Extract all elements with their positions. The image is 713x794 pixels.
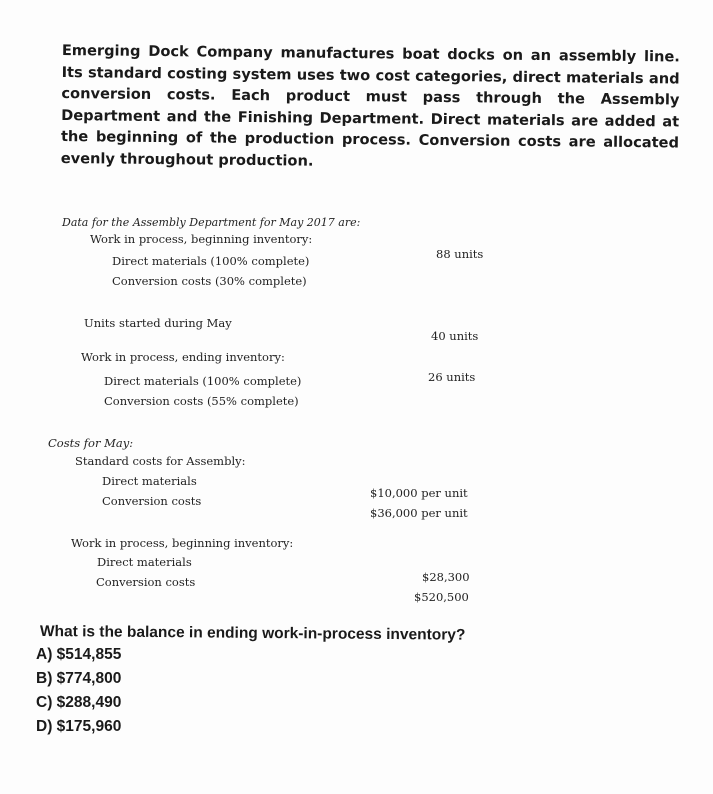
units-started-label: Units started during May	[84, 316, 232, 330]
cost-wip-cc-value: $520,500	[414, 590, 469, 604]
option-d[interactable]: D) $175,960	[36, 718, 122, 735]
cost-wip-dm-value: $28,300	[422, 570, 470, 584]
standard-costs-label: Standard costs for Assembly:	[75, 454, 246, 468]
wip-end-units: 26 units	[428, 370, 476, 384]
wip-end-dm: Direct materials (100% complete)	[104, 374, 302, 388]
units-started-value: 40 units	[431, 329, 479, 343]
wip-end-label: Work in process, ending inventory:	[81, 350, 285, 364]
option-c[interactable]: C) $288,490	[36, 694, 122, 711]
question-text: What is the balance in ending work-in-process inventory?	[39, 623, 466, 644]
wip-begin-label: Work in process, beginning inventory:	[90, 232, 313, 246]
assembly-data-heading: Data for the Assembly Department for May 2017 are:	[62, 216, 361, 229]
std-dm-label: Direct materials	[102, 474, 197, 488]
wip-begin-cc: Conversion costs (30% complete)	[112, 274, 307, 288]
cost-wip-cc-label: Conversion costs	[96, 575, 196, 589]
std-cc-label: Conversion costs	[102, 494, 202, 508]
option-b[interactable]: B) $774,800	[36, 670, 122, 687]
std-cc-value: $36,000 per unit	[370, 506, 468, 520]
wip-begin-units: 88 units	[436, 247, 484, 261]
problem-intro: Emerging Dock Company manufactures boat docks on an assembly line. Its standard costing system uses two cost categories, direct materials and conversion costs. Each product must pass through the Assembly Department and the Finishing Department. Direct materials are added at the beginning of the production process. Conversion costs are allocated evenly throughout production.	[60, 41, 680, 170]
std-dm-value: $10,000 per unit	[370, 486, 468, 500]
option-a[interactable]: A) $514,855	[36, 646, 122, 663]
wip-end-cc: Conversion costs (55% complete)	[104, 394, 299, 408]
cost-wip-begin-label: Work in process, beginning inventory:	[71, 536, 294, 550]
cost-wip-dm-label: Direct materials	[97, 555, 192, 569]
costs-heading: Costs for May:	[48, 436, 134, 450]
wip-begin-dm: Direct materials (100% complete)	[112, 254, 310, 268]
